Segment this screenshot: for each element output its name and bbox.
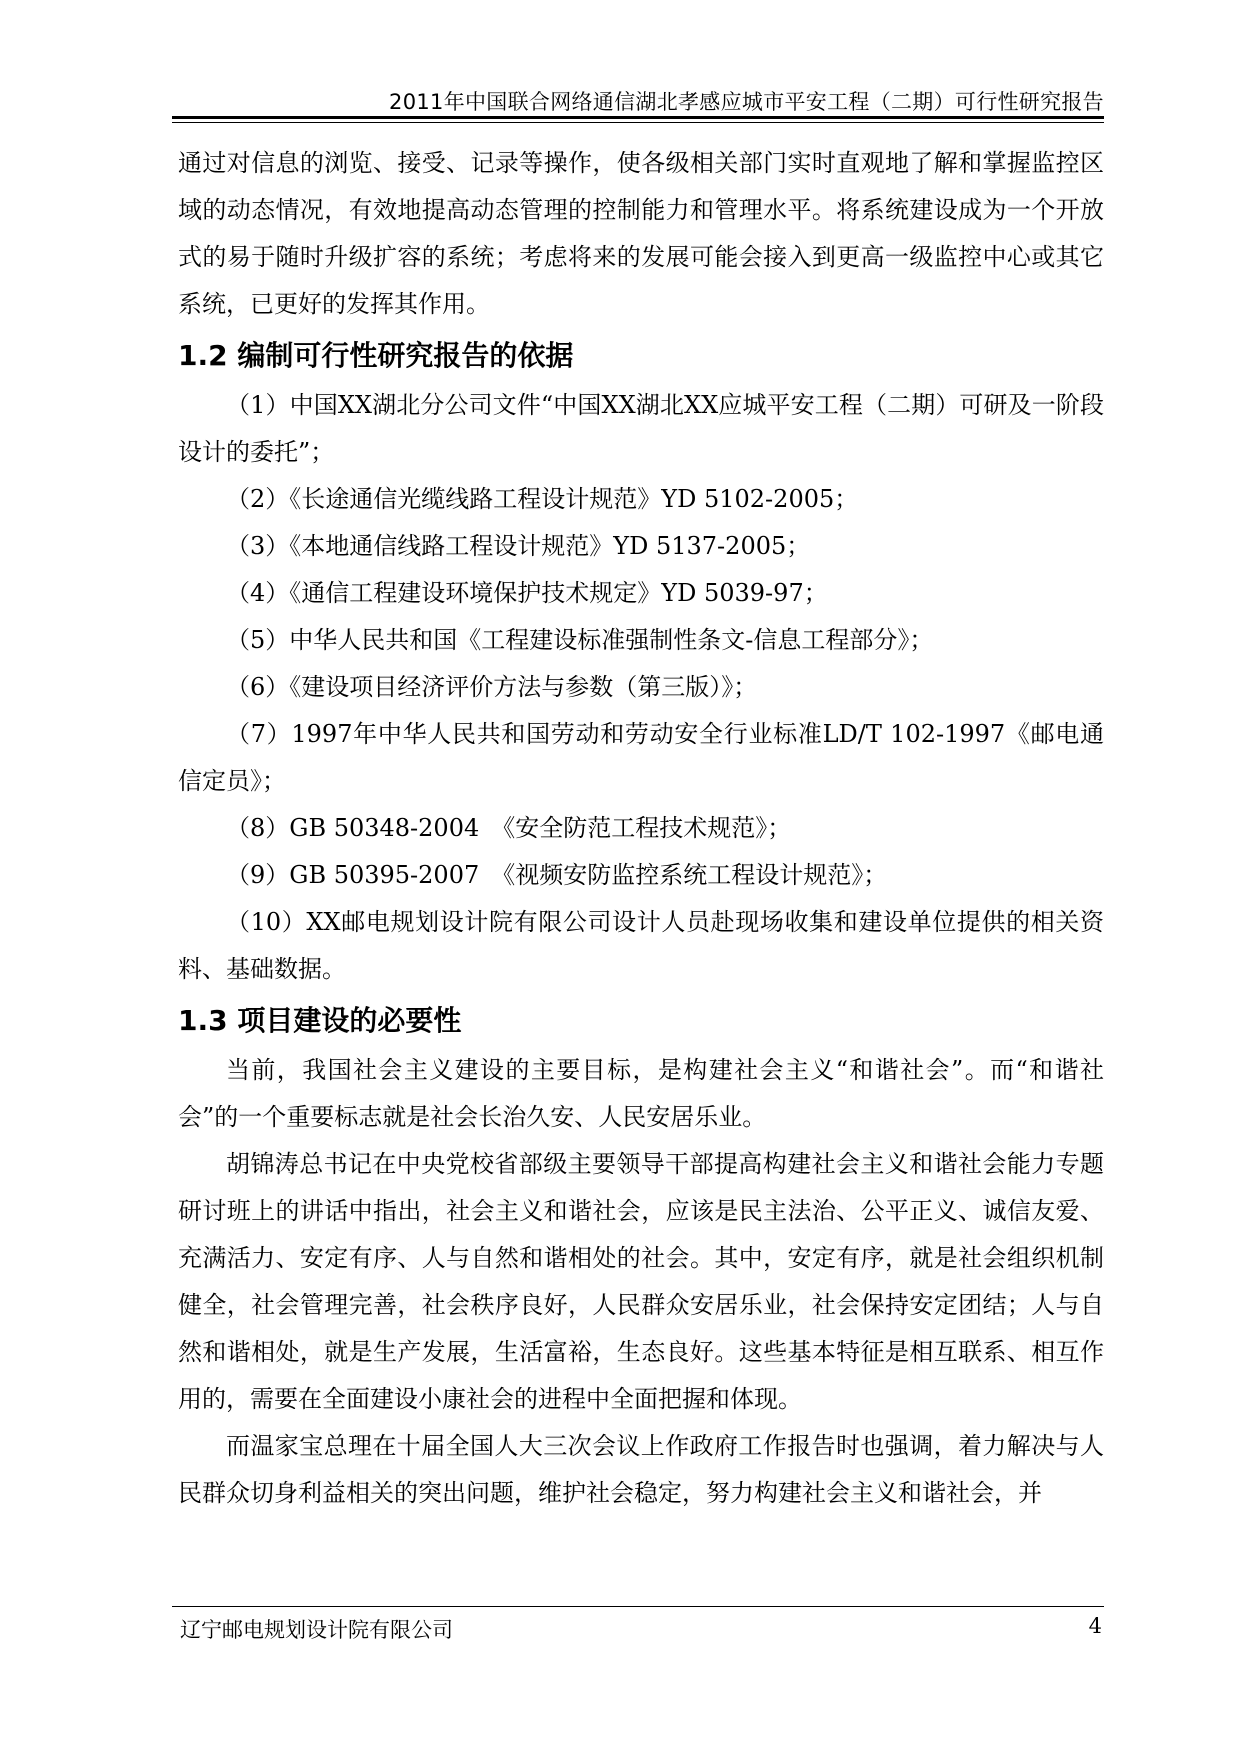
page-footer (172, 1606, 1104, 1646)
basis-item-7: （7）1997年中华人民共和国劳动和劳动安全行业标准LD/T 102-1997《邮电通信定员》； (178, 720, 1104, 795)
header-rule-thick (172, 116, 1104, 119)
basis-item-6: （6）《建设项目经济评价方法与参数（第三版）》； (226, 673, 758, 701)
footer-company: 辽宁邮电规划设计院有限公司 (180, 1618, 453, 1642)
basis-item-3: （3）《本地通信线路工程设计规范》YD 5137-2005； (226, 532, 811, 560)
section-heading-1-3: 1.3 项目建设的必要性 (178, 1004, 462, 1037)
basis-item-9: （9）GB 50395-2007 《视频安防监控系统工程设计规范》； (226, 861, 888, 889)
basis-item-8: （8）GB 50348-2004 《安全防范工程技术规范》； (226, 814, 792, 842)
basis-item-4: （4）《通信工程建设环境保护技术规定》YD 5039-97； (226, 579, 828, 607)
necessity-paragraph-3: 而温家宝总理在十届全国人大三次会议上作政府工作报告时也强调，着力解决与人民群众切身利益相关的突出问题，维护社会稳定，努力构建社会主义和谐社会，并 (178, 1432, 1104, 1507)
header-title: 2011年中国联合网络通信湖北孝感应城市平安工程（二期）可行性研究报告 (389, 90, 1104, 114)
document-body (178, 140, 1104, 1517)
basis-item-2: （2）《长途通信光缆线路工程设计规范》YD 5102-2005； (226, 485, 859, 513)
necessity-paragraph-1: 当前，我国社会主义建设的主要目标，是构建社会主义“和谐社会”。而“和谐社会”的一个重要标志就是社会长治久安、人民安居乐业。 (178, 1056, 1104, 1131)
page-header (172, 82, 1104, 124)
basis-item-5: （5）中华人民共和国《工程建设标准强制性条文-信息工程部分》； (226, 626, 934, 654)
basis-item-1: （1）中国XX湖北分公司文件“中国XX湖北XX应城平安工程（二期）可研及一阶段设计的委托”； (178, 391, 1104, 466)
page-number: 4 (1088, 1614, 1102, 1638)
basis-item-10: （10）XX邮电规划设计院有限公司设计人员赴现场收集和建设单位提供的相关资料、基础数据。 (178, 908, 1104, 983)
footer-rule (172, 1606, 1104, 1607)
header-rule-thin (172, 122, 1104, 123)
intro-paragraph: 通过对信息的浏览、接受、记录等操作，使各级相关部门实时直观地了解和掌握监控区域的动态情况，有效地提高动态管理的控制能力和管理水平。将系统建设成为一个开放式的易于随时升级扩容的系统；考虑将来的发展可能会接入到更高一级监控中心或其它系统，已更好的发挥其作用。 (178, 149, 1104, 318)
necessity-paragraph-2: 胡锦涛总书记在中央党校省部级主要领导干部提高构建社会主义和谐社会能力专题研讨班上的讲话中指出，社会主义和谐社会，应该是民主法治、公平正义、诚信友爱、充满活力、安定有序、人与自然和谐相处的社会。其中，安定有序，就是社会组织机制健全，社会管理完善，社会秩序良好，人民群众安居乐业，社会保持安定团结；人与自然和谐相处，就是生产发展，生活富裕，生态良好。这些基本特征是相互联系、相互作用的，需要在全面建设小康社会的进程中全面把握和体现。 (178, 1150, 1104, 1413)
section-heading-1-2: 1.2 编制可行性研究报告的依据 (178, 339, 574, 372)
